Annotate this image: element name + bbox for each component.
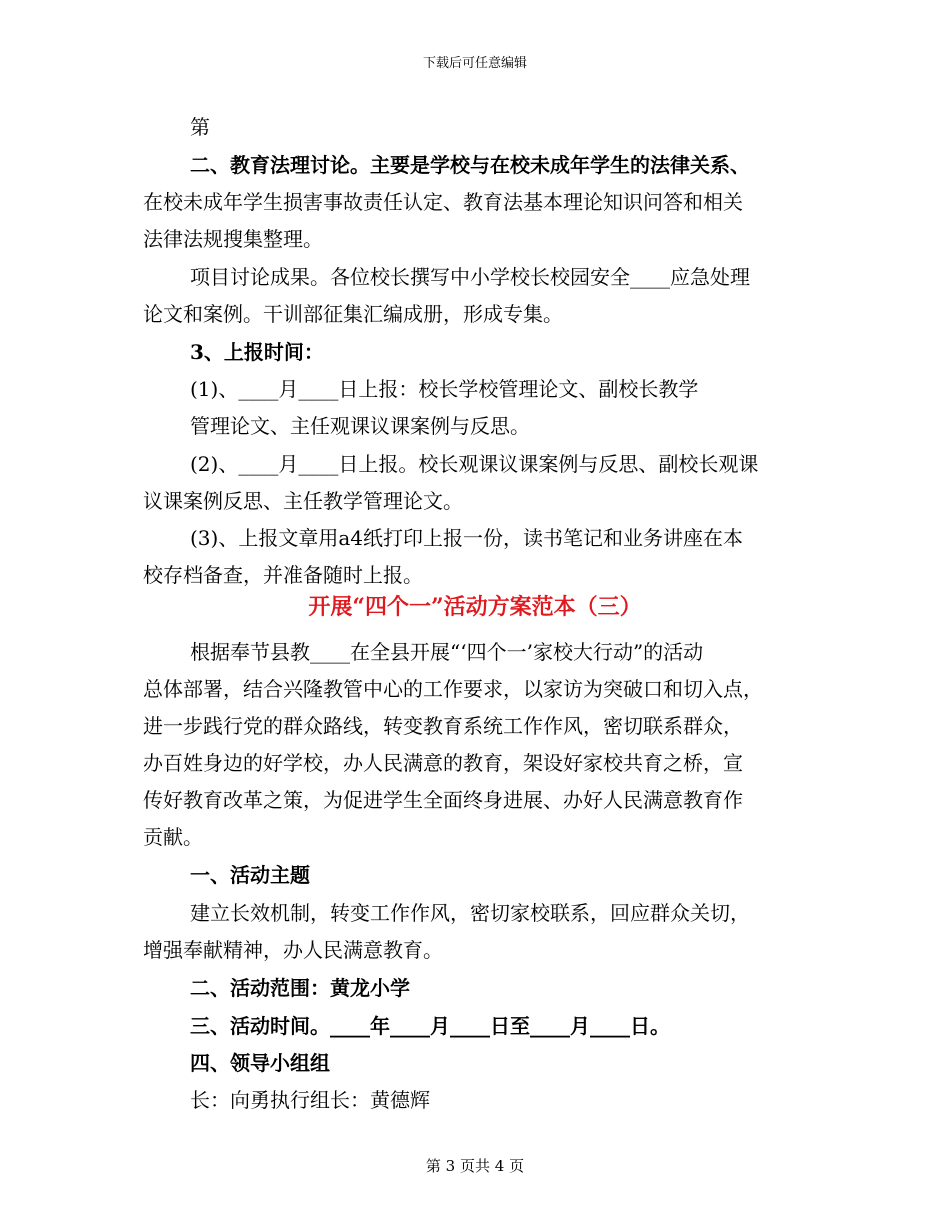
- text-line: 议课案例反思、主任教学管理论文。: [143, 489, 463, 513]
- text-line: 项目讨论成果。各位校长撰写中小学校长校园安全____应急处理: [190, 265, 750, 289]
- page-header: 下载后可任意编辑: [422, 56, 527, 71]
- section-heading: 二、教育法理讨论。主要是学校与在校未成年学生的法律关系、: [190, 153, 750, 177]
- text-line: (1)、____月____日上报：校长学校管理论文、副校长教学: [190, 377, 699, 401]
- text-line: 办百姓身边的好学校，办人民满意的教育，架设好家校共育之桥，宣: [143, 751, 743, 775]
- text-line: 总体部署，结合兴隆教管中心的工作要求，以家访为突破口和切入点，: [143, 677, 763, 701]
- text-line: 进一步践行党的群众路线，转变教育系统工作作风，密切联系群众，: [143, 714, 743, 738]
- text-line: 在校未成年学生损害事故责任认定、教育法基本理论知识问答和相关: [143, 190, 743, 214]
- text-line: 论文和案例。干训部征集汇编成册，形成专集。: [143, 302, 563, 326]
- section-heading: 二、活动范围：黄龙小学: [190, 976, 410, 1000]
- text-line: 建立长效机制，转变工作作风，密切家校联系，回应群众关切，: [190, 901, 750, 925]
- page-footer: 第 3 页共 4 页: [425, 1157, 525, 1175]
- text-line: 根据奉节县教____在全县开展“‘四个一’家校大行动”的活动: [190, 640, 704, 664]
- text-line: 管理论文、主任观课议课案例与反思。: [190, 414, 530, 438]
- text-line: 传好教育改革之策，为促进学生全面终身进展、办好人民满意教育作: [143, 788, 743, 812]
- section-heading: 3、上报时间：: [190, 340, 324, 364]
- text-line: 长：向勇执行组长：黄德辉: [190, 1088, 430, 1112]
- text-line: 增强奉献精神，办人民满意教育。: [143, 938, 443, 962]
- section-heading: 三、活动时间。____年____月____日至____月____日。: [190, 1014, 670, 1038]
- text-line: 校存档备查，并准备随时上报。: [143, 563, 423, 587]
- text-line: 法律法规搜集整理。: [143, 227, 323, 251]
- section-heading: 一、活动主题: [190, 863, 310, 887]
- text-line: 第: [190, 115, 210, 139]
- section-heading: 四、领导小组组: [190, 1051, 330, 1075]
- text-line: 贡献。: [143, 825, 203, 849]
- text-line: (3)、上报文章用a4纸打印上报一份，读书笔记和业务讲座在本: [190, 526, 743, 550]
- text-line: (2)、____月____日上报。校长观课议课案例与反思、副校长观课: [190, 452, 759, 476]
- section-title: 开展“四个一”活动方案范本（三）: [308, 594, 642, 620]
